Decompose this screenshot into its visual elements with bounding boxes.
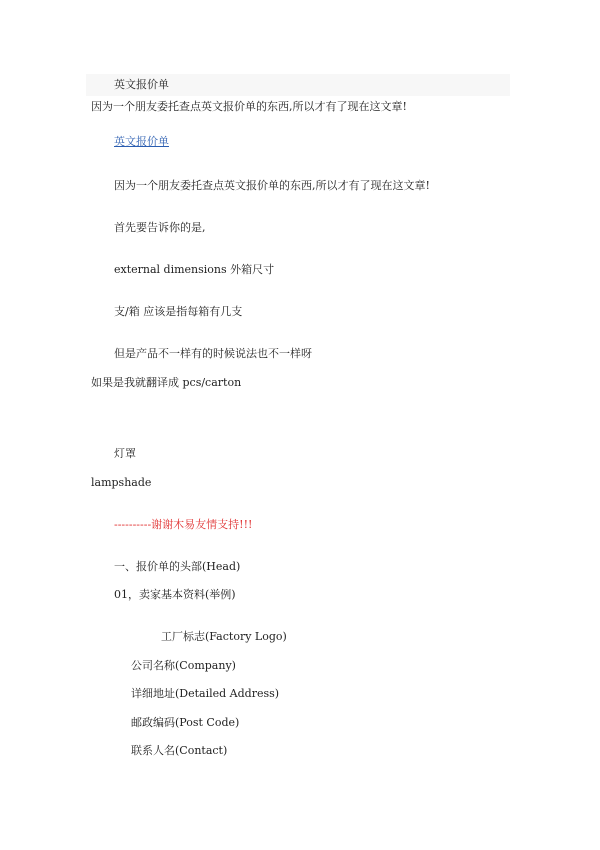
- article-title-link[interactable]: 英文报价单: [114, 135, 169, 148]
- company-name-item: 公司名称(Company): [131, 659, 236, 672]
- header-title: 英文报价单: [114, 78, 169, 91]
- translate-paragraph: 如果是我就翻译成 pcs/carton: [91, 376, 242, 389]
- pcs-box-paragraph: 支/箱 应该是指每箱有几支: [114, 305, 243, 318]
- seller-info-title: 01，卖家基本资料(举例): [114, 588, 236, 601]
- section-head-title: 一、报价单的头部(Head): [114, 560, 241, 573]
- intro-paragraph: 因为一个朋友委托查点英文报价单的东西,所以才有了现在这文章!: [114, 179, 430, 192]
- external-dimensions-paragraph: external dimensions 外箱尺寸: [114, 263, 275, 276]
- product-diff-paragraph: 但是产品不一样有的时候说法也不一样呀: [114, 347, 312, 360]
- lampshade-cn: 灯罩: [114, 447, 136, 460]
- thanks-note: ----------谢谢木易友情支持!!!: [114, 518, 253, 531]
- contact-item: 联系人名(Contact): [131, 744, 228, 757]
- header-subtitle: 因为一个朋友委托查点英文报价单的东西,所以才有了现在这文章!: [91, 100, 407, 113]
- address-item: 详细地址(Detailed Address): [131, 687, 280, 700]
- lampshade-en: lampshade: [91, 476, 152, 489]
- factory-logo-item: 工厂标志(Factory Logo): [161, 630, 287, 643]
- first-tell-paragraph: 首先要告诉你的是,: [114, 221, 206, 234]
- post-code-item: 邮政编码(Post Code): [131, 716, 240, 729]
